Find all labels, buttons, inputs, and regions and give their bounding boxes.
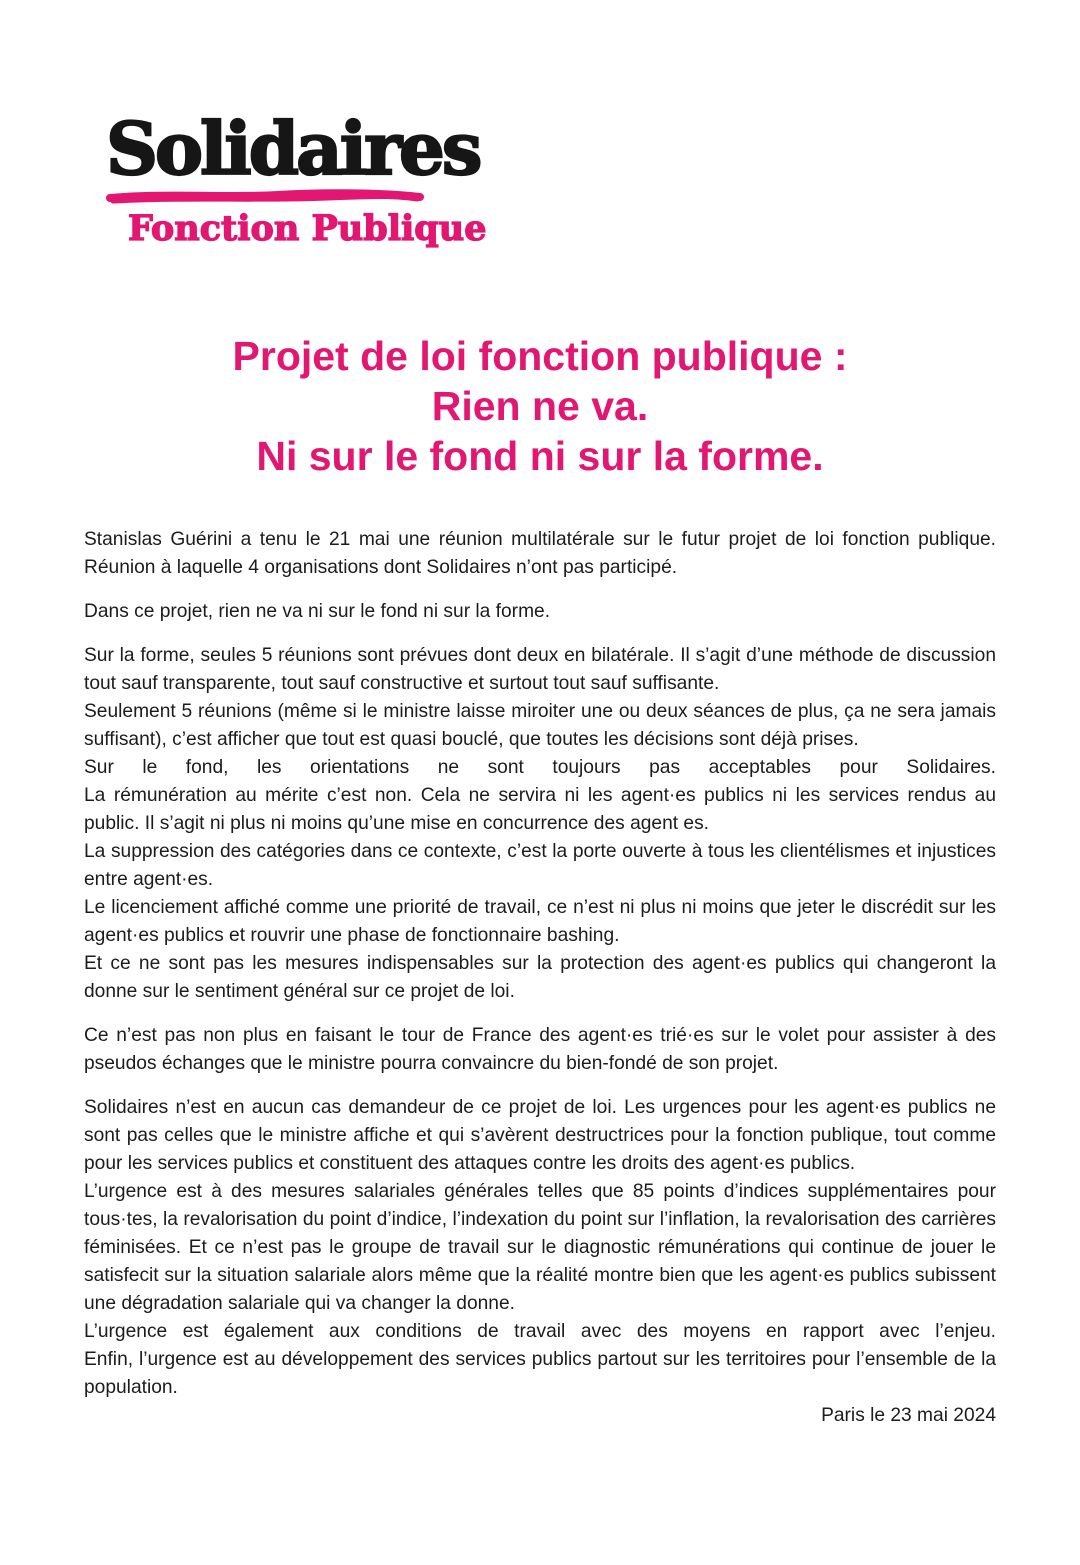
logo-wordmark: Solidaires: [106, 106, 480, 191]
paragraph-mesures: Et ce ne sont pas les mesures indispensables sur la protection des agent·es publics qui changeront la donne sur le sentiment général sur ce projet de loi.: [84, 953, 996, 1002]
paragraph-urgences: Solidaires n’est en aucun cas demandeur de ce projet de loi. Les urgences pour les agent·es publics ne sont pas celles que le ministre affiche et qui s’avèrent destructrices pour la fonction publique, tout comme pour les services publics et constituent des attaques contre les droits des agent·es publics.: [84, 1097, 996, 1174]
paragraph-intro: Stanislas Guérini a tenu le 21 mai une réunion multilatérale sur le futur projet de loi fonction publique. Réunion à laquelle 4 organisations dont Solidaires n’ont pas participé.: [84, 529, 996, 578]
paragraph-thesis: Dans ce projet, rien ne va ni sur le fond ni sur la forme.: [84, 601, 551, 622]
paragraph-forme: Sur la forme, seules 5 réunions sont prévues dont deux en bilatérale. Il s’agit d’une méthode de discussion tout sauf transparente, tout sauf constructive et surtout tout sauf suffisante.: [84, 645, 996, 694]
paragraph-categories: La suppression des catégories dans ce contexte, c’est la porte ouverte à tous les clientélismes et injustices entre agent·es.: [84, 841, 996, 890]
body-text: [84, 526, 996, 1430]
headline-line-1: Projet de loi fonction publique :: [232, 333, 848, 379]
headline-line-2: Rien ne va.: [431, 383, 649, 429]
paragraph-reunions: Seulement 5 réunions (même si le ministre laisse miroiter une ou deux séances de plus, ça ne sera jamais suffisant), c’est afficher que tout est quasi bouclé, que toutes les décisions sont déjà prises.: [84, 701, 996, 750]
logo: [106, 106, 487, 249]
paragraph-tour-de-france: Ce n’est pas non plus en faisant le tour de France des agent·es trié·es sur le volet pour assister à des pseudos échanges que le ministre pourra convaincre du bien-fondé de son projet.: [84, 1025, 996, 1074]
headline-line-3: Ni sur le fond ni sur la forme.: [256, 433, 824, 479]
brush-stroke-underline-icon: [106, 189, 424, 207]
paragraph-licenciement: Le licenciement affiché comme une priorité de travail, ce n’est ni plus ni moins que jeter le discrédit sur les agent·es publics et rouvrir une phase de fonctionnaire bashing.: [84, 897, 996, 946]
paragraph-services-publics: Enfin, l’urgence est au développement des services publics partout sur les territoires pour l’ensemble de la population.: [84, 1349, 996, 1398]
paragraph-salaires: L’urgence est à des mesures salariales générales telles que 85 points d’indices supplémentaires pour tous·tes, la revalorisation du point d’indice, l’indexation du point sur l’inflation, la revalorisation des carrières féminisées. Et ce n’est pas le groupe de travail sur le diagnostic rémunérations qui continue de jouer le satisfecit sur la situation salariale alors même que la réalité montre bien que les agent·es publics subissent une dégradation salariale qui va changer la donne.: [84, 1181, 996, 1314]
headline: [0, 331, 1080, 481]
logo-subtitle: Fonction Publique: [128, 207, 487, 249]
paragraph-merite: La rémunération au mérite c’est non. Cela ne servira ni les agent·es publics ni les services rendus au public. Il s’agit ni plus ni moins qu’une mise en concurrence des agent es.: [84, 785, 996, 834]
dateline: Paris le 23 mai 2024: [821, 1405, 996, 1426]
paragraph-fond: Sur le fond, les orientations ne sont toujours pas acceptables pour Solidaires.: [84, 757, 996, 778]
paragraph-conditions: L’urgence est également aux conditions de travail avec des moyens en rapport avec l’enjeu.: [84, 1321, 996, 1342]
